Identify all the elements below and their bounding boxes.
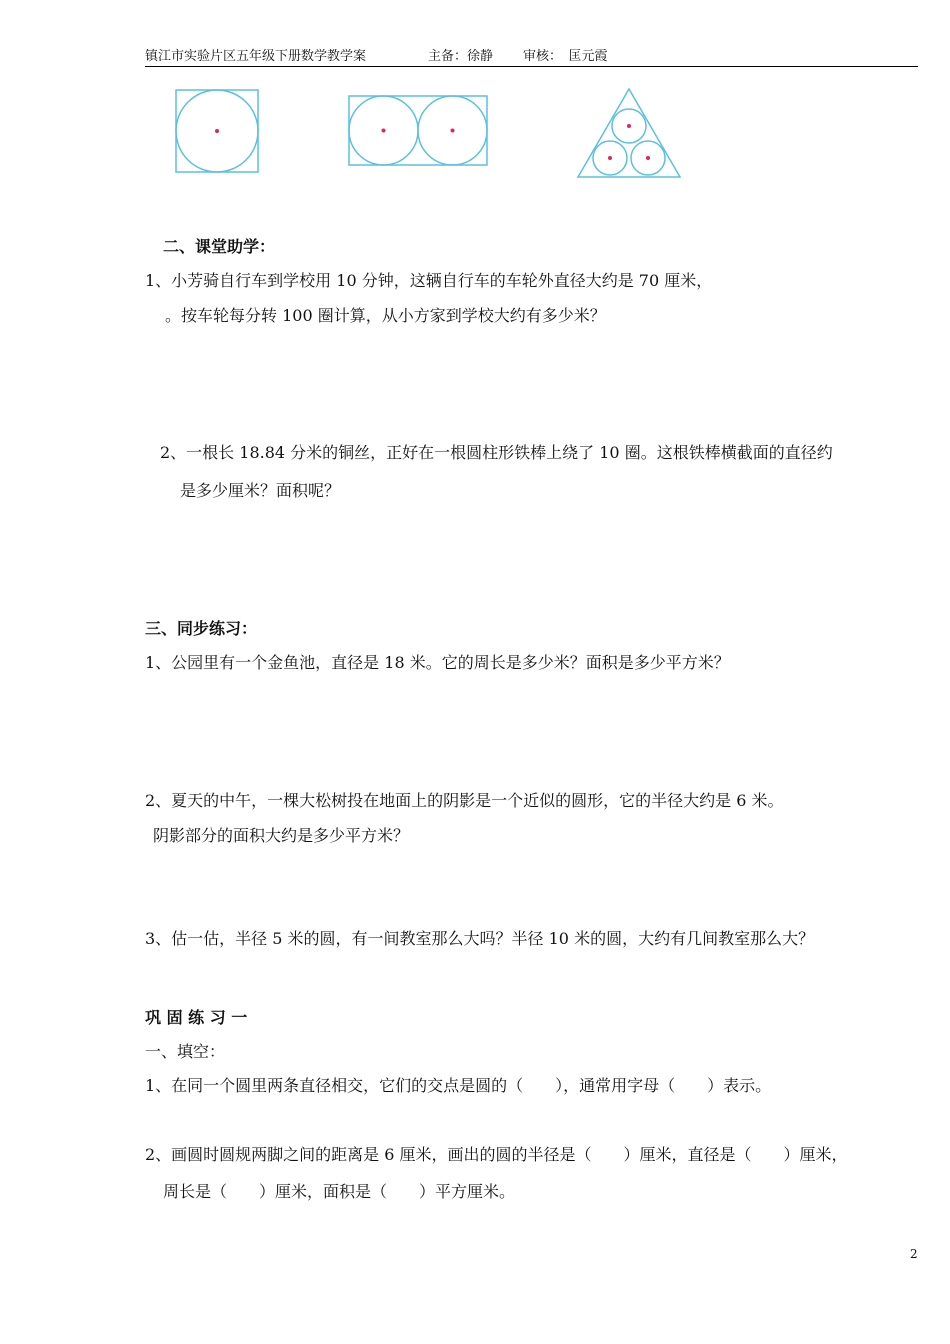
s2-question-1-line-1: 1、小芳骑自行车到学校用 10 分钟，这辆自行车的车轮外直径大约是 70 厘米， bbox=[145, 271, 713, 290]
s2-question-2-line-1: 2、一根长 18.84 分米的铜丝，正好在一根圆柱形铁棒上绕了 10 圈。这根铁棒横截面的直径约 bbox=[160, 443, 833, 462]
p1-question-1: 1、在同一个圆里两条直径相交，它们的交点是圆的（ ），通常用字母（ ）表示。 bbox=[145, 1076, 772, 1095]
figure-rectangle-two-circles bbox=[349, 96, 487, 165]
s3-question-1: 1、公园里有一个金鱼池，直径是 18 米。它的周长是多少米？面积是多少平方米？ bbox=[145, 653, 730, 672]
center-dot bbox=[382, 129, 386, 133]
center-dot bbox=[215, 129, 219, 133]
center-dot bbox=[627, 124, 631, 128]
practice-1-subtitle: 一、填空： bbox=[145, 1042, 226, 1061]
p1-question-2-line-1: 2、画圆时圆规两脚之间的距离是 6 厘米，画出的圆的半径是（ ）厘米，直径是（ ）厘米， bbox=[145, 1145, 848, 1164]
figure-square-circle bbox=[176, 90, 258, 172]
practice-1-title: 巩 固 练 习 一 bbox=[145, 1008, 248, 1027]
center-dot bbox=[646, 156, 650, 160]
s3-question-2-line-2: 阴影部分的面积大约是多少平方米？ bbox=[153, 826, 410, 845]
header-school: 镇江市实验片区五年级下册数学教学案 bbox=[145, 49, 367, 64]
figure-triangle-three-circles bbox=[578, 89, 680, 177]
s3-question-3: 3、估一估，半径 5 米的圆，有一间教室那么大吗？半径 10 米的圆，大约有几间教室那么大？ bbox=[145, 929, 815, 948]
circle-figures bbox=[0, 0, 950, 200]
header-reviewer: 审核： 匡元霞 bbox=[523, 49, 608, 64]
center-dot bbox=[451, 129, 455, 133]
p1-question-2-line-2: 周长是（ ）厘米，面积是（ ）平方厘米。 bbox=[163, 1182, 516, 1201]
s2-question-2-line-2: 是多少厘米？面积呢？ bbox=[180, 481, 341, 500]
header-author: 主备：徐静 bbox=[428, 49, 494, 64]
s3-question-2-line-1: 2、夏天的中午，一棵大松树投在地面上的阴影是一个近似的圆形，它的半径大约是 6 米。 bbox=[145, 791, 784, 810]
s2-question-1-line-2: 。按车轮每分转 100 圈计算，从小方家到学校大约有多少米？ bbox=[165, 306, 606, 325]
center-dot bbox=[608, 156, 612, 160]
section-2-title: 二、课堂助学： bbox=[163, 237, 276, 256]
section-3-title: 三、同步练习： bbox=[145, 619, 258, 638]
page-number: 2 bbox=[910, 1247, 918, 1261]
